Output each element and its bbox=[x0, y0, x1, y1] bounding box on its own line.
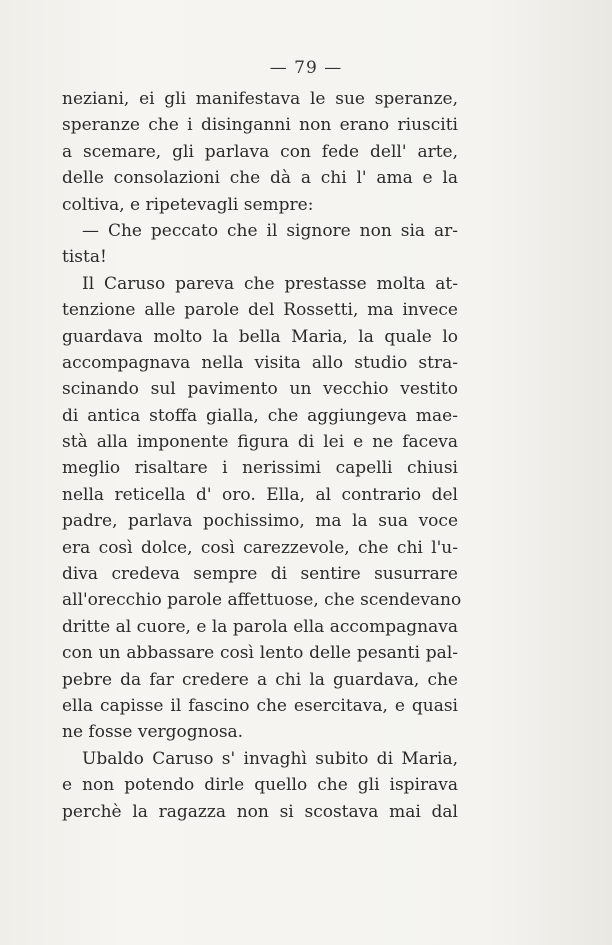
text-line: tenzione alle parole del Rossetti, ma invece bbox=[62, 300, 458, 321]
text-line: speranze che i disinganni non erano riusciti bbox=[62, 115, 458, 136]
text-line: meglio risaltare i nerissimi capelli chiusi bbox=[62, 458, 458, 479]
text-line: di antica stoffa gialla, che aggiungeva mae- bbox=[62, 405, 458, 426]
text-line: all'orecchio parole affettuose, che scendevano bbox=[62, 590, 462, 611]
text-line: perchè la ragazza non si scostava mai dal bbox=[62, 801, 458, 822]
text-line: delle consolazioni che dà a chi l' ama e la bbox=[62, 168, 458, 189]
page-number: — 79 — bbox=[269, 58, 343, 78]
text-line: padre, parlava pochissimo, ma la sua voce bbox=[62, 511, 458, 532]
text-line: stà alla imponente figura di lei e ne faceva bbox=[62, 432, 458, 453]
text-line: ne fosse vergognosa. bbox=[62, 722, 244, 743]
text-line: guardava molto la bella Maria, la quale lo bbox=[62, 326, 458, 347]
text-line: accompagnava nella visita allo studio stra- bbox=[62, 352, 458, 373]
body-text bbox=[62, 86, 462, 825]
text-line: a scemare, gli parlava con fede dell' arte, bbox=[62, 141, 458, 162]
text-line: era così dolce, così carezzevole, che chi l'u- bbox=[62, 537, 458, 558]
text-line: e non potendo dirle quello che gli ispirava bbox=[62, 775, 458, 796]
text-line: dritte al cuore, e la parola ella accompagnava bbox=[62, 616, 458, 637]
text-line: pebre da far credere a chi la guardava, che bbox=[62, 669, 458, 690]
text-line: neziani, ei gli manifestava le sue speranze, bbox=[62, 89, 458, 109]
text-line: con un abbassare così lento delle pesanti pal- bbox=[62, 643, 458, 664]
text-line: scinando sul pavimento un vecchio vestito bbox=[62, 379, 458, 400]
text-line: Ubaldo Caruso s' invaghì subito di Maria, bbox=[82, 748, 458, 769]
text-line: Il Caruso pareva che prestasse molta at- bbox=[82, 273, 458, 294]
text-line: — Che peccato che il signore non sia ar- bbox=[82, 220, 458, 241]
text-line: tista! bbox=[62, 247, 107, 268]
text-line: ella capisse il fascino che esercitava, e quasi bbox=[62, 695, 458, 716]
text-line: diva credeva sempre di sentire susurrare bbox=[62, 564, 458, 585]
text-line: coltiva, e ripetevagli sempre: bbox=[62, 194, 314, 215]
text-line: nella reticella d' oro. Ella, al contrario del bbox=[62, 484, 458, 505]
